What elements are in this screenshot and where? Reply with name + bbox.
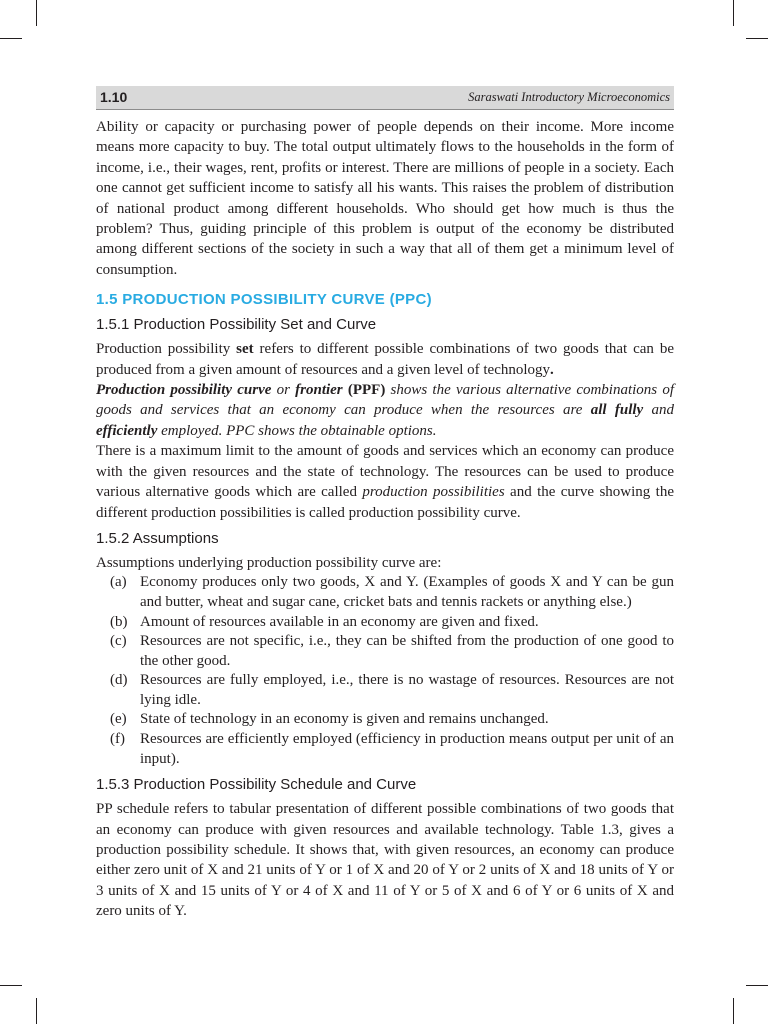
assumption-item: (b) Amount of resources available in an economy are given and fixed.: [110, 613, 539, 630]
crop-mark: [733, 0, 734, 26]
crop-mark: [733, 998, 734, 1024]
page-number: 1.10: [100, 89, 128, 105]
assumption-item: (a) Economy produces only two goods, X and Y. (Examples of goods X and Y can be gun and butter, wheat and sugar cane, cricket bats and tennis rackets or anything else.): [110, 574, 674, 610]
ppc-limit-paragraph: There is a maximum limit to the amount of goods and services which an economy can produce with the given resources and the state of technology. The resources can be used to produce various alternative goods which are called production possibilities and the curve showing the different production possibilities is called production possibility curve.: [96, 443, 674, 521]
crop-mark: [0, 985, 22, 986]
crop-mark: [746, 38, 768, 39]
crop-mark: [0, 38, 22, 39]
running-title: Saraswati Introductory Microeconomics: [468, 90, 670, 104]
ppc-definition-paragraph: Production possibility curve or frontier (PPF) shows the various alternative combinations of goods and services that an economy can produce when the resources are all fully and efficiently employed. PPC shows the obtainable options.: [96, 382, 675, 439]
assumption-item: (c) Resources are not specific, i.e., they can be shifted from the production of one good to the other good.: [110, 633, 674, 669]
intro-paragraph: Ability or capacity or purchasing power of people depends on their income. More income means more capacity to buy. The total output ultimately flows to the households in the form of income, i.e., their wages, rent, profits or interest. There are millions of people in a society. Each one cannot get sufficient income to satisfy all his wants. This raises the problem of distribution of national product among different households. Who should get how much is thus the problem? Thus, guiding principle of this problem is output of the economy be distributed among different sections of the society in such a way that all of them get a minimum level of consumption.: [96, 119, 674, 278]
subsection-title-1-5-1: 1.5.1 Production Possibility Set and Curve: [96, 316, 377, 334]
assumption-item: (f) Resources are efficiently employed (efficiency in production means output per unit of an input).: [110, 731, 674, 767]
crop-mark: [36, 998, 37, 1024]
crop-mark: [746, 985, 768, 986]
crop-mark: [36, 0, 37, 26]
pp-schedule-paragraph: PP schedule refers to tabular presentation of different possible combinations of two goods that an economy can produce with given resources and available technology. Table 1.3, gives a production possibility schedule. It shows that, with given resources, an economy can produce either zero unit of X and 21 units of Y or 1 of X and 20 of Y or 2 units of X and 18 units of Y or 3 units of X and 15 units of Y or 4 of X and 11 of Y or 5 of X and 6 of Y or 6 units of X and zero units of Y.: [96, 801, 674, 920]
page-header: [96, 86, 674, 110]
section-title-1-5: 1.5 PRODUCTION POSSIBILITY CURVE (PPC): [96, 291, 432, 309]
subsection-title-1-5-2: 1.5.2 Assumptions: [96, 529, 219, 547]
ppc-set-paragraph: Production possibility set refers to different possible combinations of two goods that can be produced from a given amount of resources and a given level of technology.: [96, 341, 674, 378]
assumptions-intro: Assumptions underlying production possibility curve are:: [96, 554, 442, 571]
assumption-item: (e) State of technology in an economy is given and remains unchanged.: [110, 711, 549, 728]
assumptions-list: [96, 573, 674, 769]
page-content: [96, 117, 674, 922]
subsection-title-1-5-3: 1.5.3 Production Possibility Schedule and Curve: [96, 776, 417, 794]
assumption-item: (d) Resources are fully employed, i.e., there is no wastage of resources. Resources are not lying idle.: [110, 672, 674, 708]
